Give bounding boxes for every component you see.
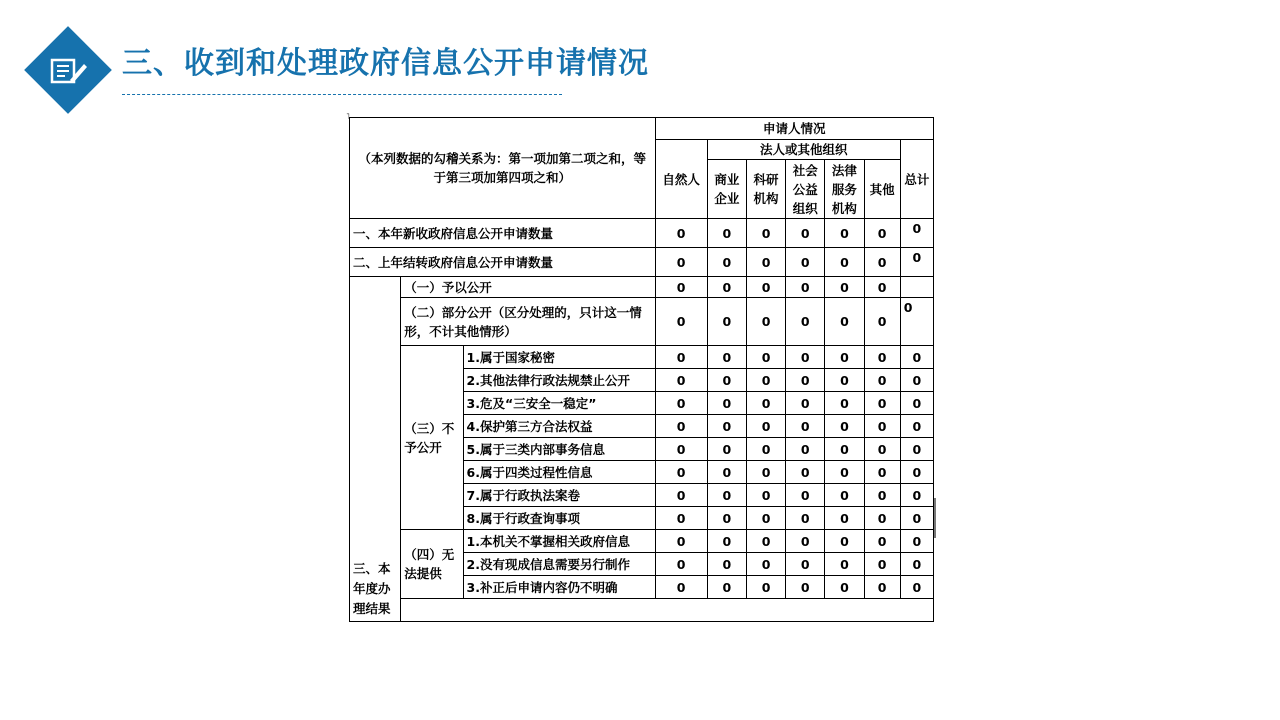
unable-item: 3.补正后申请内容仍不明确 — [463, 576, 655, 599]
natural-person-header: 自然人 — [655, 140, 707, 219]
not-disclosed-item: 8.属于行政查询事项 — [463, 507, 655, 530]
cell-value: 0 — [864, 346, 900, 369]
cell-value: 0 — [786, 576, 825, 599]
cell-value: 0 — [655, 507, 707, 530]
cell-value: 0 — [655, 576, 707, 599]
cell-value: 0 — [746, 277, 785, 298]
cell-value: 0 — [746, 219, 785, 248]
cell-value: 0 — [786, 392, 825, 415]
row-results-label: 三、本年度办理结果 — [350, 277, 401, 622]
cell-value: 0 — [746, 530, 785, 553]
cell-value: 0 — [707, 369, 746, 392]
cell-value: 0 — [746, 553, 785, 576]
cell-value: 0 — [900, 576, 933, 599]
unable-item: 1.本机关不掌握相关政府信息 — [463, 530, 655, 553]
cell-value: 0 — [655, 248, 707, 277]
cell-value: 0 — [864, 219, 900, 248]
cell-value: 0 — [825, 438, 864, 461]
cell-value: 0 — [825, 369, 864, 392]
not-disclosed-item: 7.属于行政执法案卷 — [463, 484, 655, 507]
cell-value: 0 — [864, 392, 900, 415]
cell-value: 0 — [900, 553, 933, 576]
cell-value: 0 — [786, 461, 825, 484]
cell-value: 0 — [655, 277, 707, 298]
cell-value: 0 — [746, 507, 785, 530]
cell-value: 0 — [786, 248, 825, 277]
cell-value: 0 — [655, 530, 707, 553]
cell-value: 0 — [707, 461, 746, 484]
cell-value: 0 — [900, 507, 933, 530]
cell-value: 0 — [900, 484, 933, 507]
applicant-header: 申请人情况 — [655, 118, 933, 140]
cell-value: 0 — [707, 248, 746, 277]
cell-value: 0 — [786, 438, 825, 461]
cell-value: 0 — [786, 346, 825, 369]
cell-value: 0 — [900, 415, 933, 438]
cell-value: 0 — [746, 438, 785, 461]
cell-value: 0 — [707, 415, 746, 438]
document-edit-icon — [48, 54, 88, 88]
row-carried-over: 二、上年结转政府信息公开申请数量 — [350, 248, 656, 277]
cell-value: 0 — [825, 530, 864, 553]
empty-cell — [900, 277, 933, 298]
cell-value: 0 — [900, 530, 933, 553]
cell-value: 0 — [655, 369, 707, 392]
cell-value: 0 — [864, 576, 900, 599]
cell-value: 0 — [825, 219, 864, 248]
business-header: 商业企业 — [707, 160, 746, 219]
cell-value: 0 — [655, 438, 707, 461]
cell-value: 0 — [746, 415, 785, 438]
cell-value: 0 — [825, 298, 864, 346]
legal-service-header: 法律服务机构 — [825, 160, 864, 219]
cell-value: 0 — [655, 415, 707, 438]
cell-value: 0 — [655, 461, 707, 484]
cell-value: 0 — [786, 507, 825, 530]
cell-value: 0 — [746, 392, 785, 415]
not-disclosed-item: 4.保护第三方合法权益 — [463, 415, 655, 438]
cell-value: 0 — [707, 277, 746, 298]
cell-value: 0 — [786, 530, 825, 553]
cell-value: 0 — [825, 576, 864, 599]
cell-value: 0 — [707, 530, 746, 553]
cell-value: 0 — [825, 415, 864, 438]
group-unable-to-provide: （四）无法提供 — [401, 530, 463, 599]
cell-value: 0 — [746, 461, 785, 484]
research-header: 科研机构 — [746, 160, 785, 219]
corner-mark: ˥ — [346, 112, 350, 121]
cell-value: 0 — [707, 507, 746, 530]
cell-value: 0 — [900, 369, 933, 392]
legal-entity-header: 法人或其他组织 — [707, 140, 900, 160]
cell-value: 0 — [707, 298, 746, 346]
not-disclosed-item: 6.属于四类过程性信息 — [463, 461, 655, 484]
cell-value: 0 — [655, 392, 707, 415]
cell-value: 0 — [746, 576, 785, 599]
cell-value: 0 — [864, 484, 900, 507]
application-stats-table — [349, 117, 934, 622]
cell-value: 0 — [825, 346, 864, 369]
total-header: 总计 — [900, 140, 933, 219]
cell-value: 0 — [655, 346, 707, 369]
cell-value: 0 — [864, 298, 900, 346]
not-disclosed-item: 2.其他法律行政法规禁止公开 — [463, 369, 655, 392]
cell-value: 0 — [707, 438, 746, 461]
cell-value: 0 — [655, 219, 707, 248]
cut-off-row — [401, 599, 934, 622]
cell-value: 0 — [900, 392, 933, 415]
cell-value: 0 — [707, 346, 746, 369]
cell-value: 0 — [655, 553, 707, 576]
cell-value: 0 — [786, 219, 825, 248]
cell-value: 0 — [707, 484, 746, 507]
cell-value: 0 — [655, 298, 707, 346]
cell-value: 0 — [864, 461, 900, 484]
cell-value: 0 — [786, 277, 825, 298]
cell-value: 0 — [746, 248, 785, 277]
cell-value: 0 — [825, 553, 864, 576]
cell-value: 0 — [900, 438, 933, 461]
cell-value: 0 — [746, 484, 785, 507]
row-new-applications: 一、本年新收政府信息公开申请数量 — [350, 219, 656, 248]
cell-value: 0 — [746, 369, 785, 392]
group-not-disclosed: （三）不予公开 — [401, 346, 463, 530]
cell-value: 0 — [707, 553, 746, 576]
cell-value: 0 — [900, 298, 933, 346]
cell-value: 0 — [825, 484, 864, 507]
cell-value: 0 — [900, 346, 933, 369]
cell-value: 0 — [786, 415, 825, 438]
cell-value: 0 — [864, 369, 900, 392]
cell-value: 0 — [900, 248, 933, 277]
cell-value: 0 — [746, 346, 785, 369]
cell-value: 0 — [746, 298, 785, 346]
page-title: 三、收到和处理政府信息公开申请情况 — [122, 46, 649, 81]
not-disclosed-item: 1.属于国家秘密 — [463, 346, 655, 369]
cell-value: 0 — [825, 392, 864, 415]
cell-value: 0 — [864, 507, 900, 530]
cell-value: 0 — [864, 438, 900, 461]
title-underline — [122, 94, 562, 95]
group-disclosed: （一）予以公开 — [401, 277, 655, 298]
cell-value: 0 — [864, 553, 900, 576]
cell-value: 0 — [825, 461, 864, 484]
cell-value: 0 — [900, 461, 933, 484]
cell-value: 0 — [825, 507, 864, 530]
cell-value: 0 — [864, 530, 900, 553]
cell-value: 0 — [864, 248, 900, 277]
application-stats-table-wrapper — [349, 117, 939, 616]
cell-value: 0 — [786, 298, 825, 346]
note-cell: （本列数据的勾稽关系为：第一项加第二项之和，等于第三项加第四项之和） — [350, 118, 656, 219]
cell-value: 0 — [825, 248, 864, 277]
cell-value: 0 — [864, 277, 900, 298]
not-disclosed-item: 5.属于三类内部事务信息 — [463, 438, 655, 461]
cell-value: 0 — [786, 553, 825, 576]
cell-value: 0 — [900, 219, 933, 248]
cell-value: 0 — [786, 484, 825, 507]
group-partial: （二）部分公开（区分处理的，只计这一情形，不计其他情形） — [401, 298, 655, 346]
cell-value: 0 — [786, 369, 825, 392]
not-disclosed-item: 3.危及“三安全一稳定” — [463, 392, 655, 415]
scroll-indicator[interactable] — [934, 498, 936, 538]
cell-value: 0 — [825, 277, 864, 298]
unable-item: 2.没有现成信息需要另行制作 — [463, 553, 655, 576]
cell-value: 0 — [707, 576, 746, 599]
other-header: 其他 — [864, 160, 900, 219]
cell-value: 0 — [864, 415, 900, 438]
cell-value: 0 — [655, 484, 707, 507]
cell-value: 0 — [707, 392, 746, 415]
social-welfare-header: 社会公益组织 — [786, 160, 825, 219]
cell-value: 0 — [707, 219, 746, 248]
